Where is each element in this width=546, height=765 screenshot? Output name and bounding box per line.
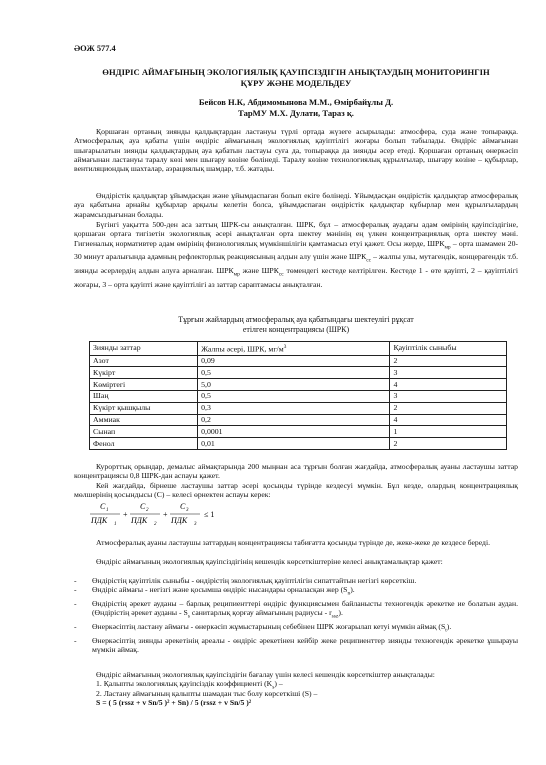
formula-c1: C [100,502,106,511]
paragraph-7: Өндіріс аймағының экологиялық қауіпсіздігінің кешендік көрсеткіштеріне келесі анықтамалықтар қажет: [96,557,443,566]
table-row: Күкірт 0,5 3 [90,367,507,379]
paragraph-5: Кей жағдайда, бірнеше ластаушы заттар әсері қосынды түрінде кездесуі мүмкін. Бұл кезде, олардың концентрациялық мөлшерінің қосындысы (С) – келесі өрнектен аспауы керек: [74,481,518,500]
list-item: - Өндіріс аймағы - негізгі және қосымша өндіріс нысандары орналасқан жер $(S_n)$. [74,585,355,597]
paragraph-2: Өндірістік қалдықтар ұйымдасқан және ұйымдаспаған болып екіге бөлінеді. Ұйымдасқан өндірістік қалдықтар атмосфералық ауа қабатына арнайы құбырлар арқылы келетін болса, ұйымдаспаған өндірістік қалдықтар құбырлар мен құрылғылардың жарамсыздығынан болады. [74,191,518,219]
header-effect: Жалпы әсері, ШРК, $мг/м^3$ [198,342,390,356]
svg-text:ПДК: ПДК [171,516,188,525]
svg-text:3: 3 [194,522,197,527]
header-class: Қауіптілік сыныбы [390,342,507,356]
table-row: Сынап 0,0001 1 [90,426,507,438]
svg-text:2: 2 [146,508,149,513]
title-line-1: ӨНДІРІС АЙМАҒЫНЫҢ ЭКОЛОГИЯЛЫҚ ҚАУІПСІЗДІГІН АНЫҚТАУДЫҢ МОНИТОРИНГІН [102,67,490,77]
svg-text:3: 3 [186,508,189,513]
enum-item-1: 1. Қалыпты экологиялық қауіпсіздік коэффициенті $(K_s)$ – [96,679,283,691]
list-item: - Өндірістің қауіптілік сыныбы - өндірістің экологиялық қауіптілігін сипаттайтын негізгі көрсеткіш. [74,576,417,585]
table-row: Шаң 0,5 3 [90,390,507,402]
table-header-row [90,342,507,356]
paragraph-3: Бүгінгі уақытта 500-ден аса заттың ШРК-сы анықталған. ШРК, бұл – атмосфералық ауадағы адам өмірінің қауіпсіздігіне, қоршаған ортаға тигізетін экологиялық әсері анықталған орта шектеу мәнінің ең үлкен концентрациялық орта шектеу мәні. Гигиеналық нормативтер адам өмірінің физиологиялық мүмкіншілігін қамтамасыз етуі қажет. Осы жерде, $ШРК_{мр}$ – орта шамамен 20-30 минут аралығында адамның рефлекторлық реакциясының алдын алу үшін және $ШРК_{сс}$ – жалпы улы, мутагендік, концерагендік т.б. зиянды әсерлердің алдын алуға арналған. $ШРК_{мр}$ және $ШРК_{сс}$ төмендегі кестеде келтірілген. Кестеде 1 - өте қауіпті, 2 – қауіптілігі жоғары, 3 – орта қауіпті және қауіптілігі аз заттар сараптамасы анықталған. [74,220,518,290]
svg-text:ПДК: ПДК [131,516,148,525]
formula-s: S = ( 5 (rssz + v Sn/5 )² + Sn) / 5 (rssz + v Sn/5 )² [96,698,252,707]
svg-text:≤ 1: ≤ 1 [204,510,215,519]
formula-c3: C [180,502,186,511]
enum-item-2: 2. Ластану аймағының қалыпты шамадан тыс болу көрсеткіші (S) – [96,689,318,698]
list-item: - Өнеркәсіптің ластану аймағы - өнеркәсіп жұмыстарының себебінен ШРК жоғарылап кетуі мүмкін аймақ $(S_t)$. [74,622,452,634]
table-caption: Тұрғын жайлардың атмосфералық ауа қабатындағы шектеулігі рұқсат етілген концентрациясы (ШРК) [178,315,414,334]
svg-text:+: + [163,510,168,519]
paper-title [74,67,518,89]
paragraph-8: Өндіріс аймағының экологиялық қауіпсіздігін бағалау үшін келесі кешендік көрсеткіштер анықталады: [96,670,435,679]
formula-c2: C [140,502,146,511]
concentration-table [89,341,507,450]
authors-block [74,97,518,119]
sum-formula [90,499,230,529]
table-row: Азот 0,09 2 [90,355,507,367]
list-item: - Өндірістің әрекет ауданы – барлық реципиенттері өндіріс функциясымен байланысты техногендік әрекетке ие болатын аудан. (Өндірістің әрекет ауданы - $S_s$ санитарлық қорғау аймағының радиусы - $r_{ssz}$). [74,599,518,620]
paragraph-4: Курорттық орындар, демалыс аймақтарында 200 мыңнан аса тұрғын болған жағдайда, атмосфералық ауаны ластаушы заттар концентрациясы 0,8 ШРК-дан аспауы қажет. [74,462,518,481]
definition-list [74,576,518,655]
authors-affiliation: ТарМУ М.Х. Дулати, Тараз қ. [238,108,354,118]
paragraph-6: Атмосфералық ауаны ластаушы заттардың концентрациясы табиғатта қосынды түрінде де, жеке-жеке де кездесе береді. [96,538,491,547]
udc-code: ӘОЖ 577.4 [74,44,116,53]
table-row: Аммиак 0,2 4 [90,414,507,426]
svg-text:1: 1 [114,522,117,527]
authors-names: Бейсов Н.К, Абдимомынова М.М., Өмірбайұлы Д. [198,97,394,107]
svg-text:1: 1 [106,508,109,513]
table-row: Көміртегі 5,0 4 [90,379,507,391]
title-line-2: ҚҰРУ ЖӘНЕ МОДЕЛЬДЕУ [240,78,352,88]
table-row: Фенол 0,01 2 [90,438,507,450]
svg-text:ПДК: ПДК [91,516,108,525]
table-row: Күкірт қышқылы 0,3 2 [90,402,507,414]
list-item: - Өнеркәсіптің зиянды әрекетінің ареалы - өндіріс әрекетінен кейбір жеке реципиенттер зиянды техногендік әрекетке ұшырауы мүмкін аймақ. [74,636,518,655]
header-substance: Зиянды заттар [90,342,198,356]
svg-text:+: + [123,510,128,519]
paragraph-1: Қоршаған ортаның зиянды қалдықтардан ластануы түрлі ортада жүзеге асырылады: атмосфера, суда және топыраққа. Атмосфералық ауа қабаты үшін өндіріс аймағының экологиялық қауіптілігі жоғары болып табылады. Өндіріс аймағынан шығарылатын зиянды қалдықтардың ауа қабатын ластауы суға да, топыраққа да зиянды әсер етеді. Қоршаған ортаның өнеркәсіп аймағынан ластануы таралу көзі мен шығару көзіне бөлінеді. Таралу көзіне технологиялық құрылғылар, шығару көзіне – құбырлар, вентиляциондық шахталар, аэрациялық шамдар, т.б. жатады. [74,127,518,174]
svg-text:2: 2 [154,522,157,527]
